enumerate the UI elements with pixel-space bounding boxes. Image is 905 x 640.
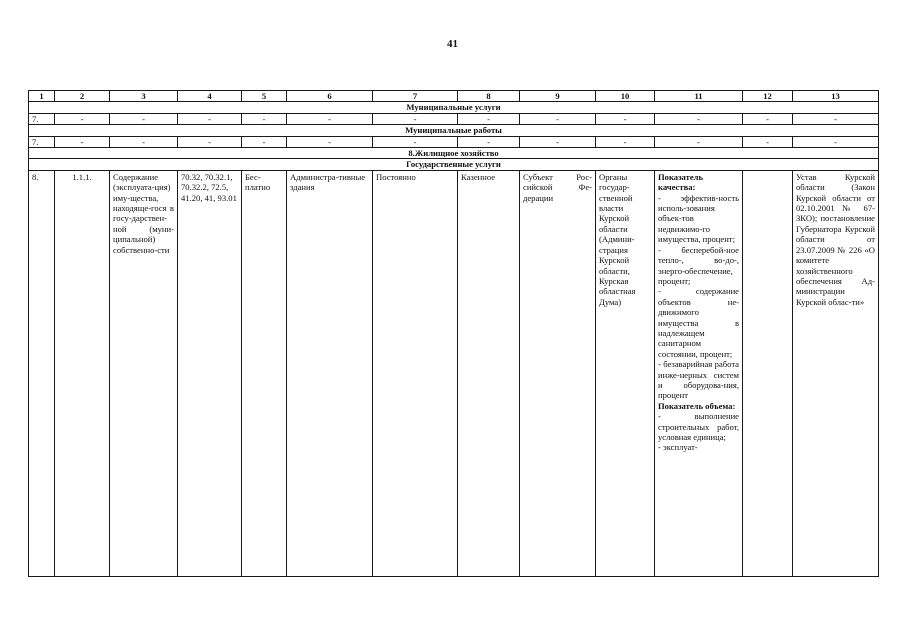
table-cell: - [287,113,373,124]
table-cell: - [458,136,520,147]
table-cell: - [242,113,287,124]
section-municipal-services: Муниципальные услуги [29,102,879,113]
column-number: 7 [373,91,458,102]
quality-indicator-item: - эффектив-ность исполь-зования объек-тов недвижимо-го имущества, процент; [658,192,739,245]
service-period: Постоянно [373,170,458,576]
column-number-row [29,91,879,102]
row-number: 8. [29,170,55,576]
volume-indicator-item: - эксплуат- [658,442,698,453]
service-row [29,170,879,576]
table-cell: - [178,136,242,147]
quality-indicator-item: - бесперебой-ное тепло-, во-до-, энерго-обеспечение, процент; [658,244,739,286]
table-cell: - [793,113,879,124]
table-cell: - [110,113,178,124]
column-number: 9 [520,91,596,102]
service-name: Содержание (эксплуата-ция) иму-щества, находяще-гося в госу-дарствен-ной (муни-ципальной) собственно-сти [110,170,178,576]
column-number: 4 [178,91,242,102]
services-table [28,90,879,577]
volume-indicator-heading: Показатель объема: [658,400,736,411]
column-number: 1 [29,91,55,102]
column-number: 2 [55,91,110,102]
table-cell: - [242,136,287,147]
section-state-services: Государственные услуги [29,159,879,170]
table-cell: 7. [29,113,55,124]
column-number: 13 [793,91,879,102]
empty-cell [743,170,793,576]
column-number: 6 [287,91,373,102]
table-cell: - [287,136,373,147]
column-number: 10 [596,91,655,102]
table-row [29,136,879,147]
column-number: 5 [242,91,287,102]
table-cell: - [55,113,110,124]
section-row [29,159,879,170]
table-cell: - [520,113,596,124]
table-cell: - [373,113,458,124]
quality-indicator-heading: Показатель качества: [658,171,704,193]
section-row [29,125,879,136]
table-cell: - [110,136,178,147]
table-cell: - [596,113,655,124]
indicators-cell [655,170,743,576]
institution-type: Казенное [458,170,520,576]
page-number: 41 [447,38,458,50]
table-cell: - [373,136,458,147]
table-cell: - [743,136,793,147]
section-municipal-works: Муниципальные работы [29,125,879,136]
authority-level: Субъект Рос-сийской Фе-дерации [520,170,596,576]
table-cell: - [655,113,743,124]
volume-indicator-item: - выполнение строительных работ, условная единица; [658,411,739,442]
section-housing: 8.Жилищное хозяйство [29,148,879,159]
table-cell: - [743,113,793,124]
table-cell: - [596,136,655,147]
table-cell: - [55,136,110,147]
column-number: 8 [458,91,520,102]
column-number: 3 [110,91,178,102]
column-number: 12 [743,91,793,102]
okved-codes: 70.32, 70.32.1, 70.32.2, 72.5, 41.20, 41, 93.01 [178,170,242,576]
founder-body: Органы государ-ственной власти Курской области (Админи-страция Курской области, Курская областная Дума) [596,170,655,576]
section-row [29,102,879,113]
table-cell: - [520,136,596,147]
quality-indicator-item: - содержание объектов не-движимого имущества в надлежащем санитарном состоянии, процент; [658,286,739,359]
payment-type: Бес-платно [242,170,287,576]
section-row [29,148,879,159]
quality-indicator-item: - безаварийная работа инже-нерных систем и оборудова-ния, процент [658,359,739,401]
consumer-category: Администра-тивные здания [287,170,373,576]
table-row [29,113,879,124]
service-code: 1.1.1. [55,170,110,576]
column-number: 11 [655,91,743,102]
table-cell: - [178,113,242,124]
legal-basis: Устав Курской области (Закон Курской области от 02.10.2001 № 67-ЗКО); постановление Губернатора Курской области от 23.07.2009 № 226 «О комитете хозяйственного обеспечения Ад-министрации Курской облас-ти» [793,170,879,576]
table-cell: 7. [29,136,55,147]
table-cell: - [793,136,879,147]
table-cell: - [655,136,743,147]
table-cell: - [458,113,520,124]
